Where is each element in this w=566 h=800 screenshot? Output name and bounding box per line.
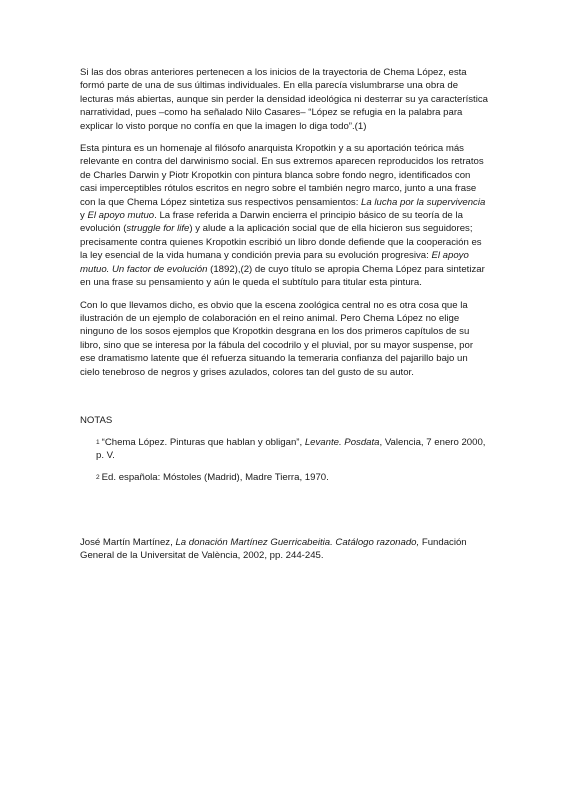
body-text: [80, 66, 490, 388]
italic-title: La lucha por la supervivencia: [361, 196, 486, 208]
note-item-2: [96, 471, 496, 484]
note-number: 2: [96, 474, 100, 481]
paragraph-2-text: . La frase referida a Darwin encierra el principio básico de su teoría de la evolución (: [80, 210, 463, 235]
italic-phrase: struggle for life: [126, 223, 190, 235]
note-text: Ed. española: Móstoles (Madrid), Madre Tierra, 1970.: [101, 472, 329, 483]
italic-title: El apoyo mutuo: [87, 210, 155, 222]
source-citation: [80, 536, 490, 563]
paragraph-1: Si las dos obras anteriores pertenecen a los inicios de la trayectoria de Chema López, esta formó parte de una de sus últimas individuales. En ella parecía vislumbrarse una obra de lecturas más abiertas, aunque sin perder la densidad ideológica ni desterrar su ya característica narratividad, pues –como ha señalado Nilo Casares– “López se refugia en la palabra para explicar lo visto porque no confía en que la imagen lo diga todo”.(1): [80, 67, 488, 132]
paragraph-2-text: Esta pintura es un homenaje al filósofo anarquista Kropotkin y a su aportación teórica más relevante en contra del darwinismo social. En sus extremos aparecen reproducidos los retratos de Charles Darwin y Piotr Kropotkin con pintura blanca sobre fondo negro, identificados con casi imperceptibles rótulos escritos en negro sobre el también negro marco, junto a una frase con la que Chema López sintetiza sus respectivos pensamientos:: [80, 143, 484, 208]
citation-publisher: Fundación General de la Universitat de València, 2002, pp. 244-245.: [80, 537, 467, 562]
note-italic: Levante. Posdata: [304, 437, 380, 448]
citation-title: La donación Martínez Guerricabeitia. Catálogo razonado,: [175, 537, 420, 548]
note-text: “Chema López. Pinturas que hablan y obligan”,: [101, 437, 305, 448]
notes-heading: NOTAS: [80, 415, 113, 426]
note-text: , Valencia, 7 enero 2000, p. V.: [96, 437, 486, 462]
paragraph-3: Con lo que llevamos dicho, es obvio que la escena zoológica central no es otra cosa que la ilustración de un ejemplo de colaboración en el reino animal. Pero Chema López no elige ninguno de los sosos ejemplos que Kropotkin desgrana en los dos primeros capítulos de su libro, sino que se interesa por la fábula del cocodrilo y el pluvial, por su mayor suspense, por ese dramatismo latente que él refuerza situando la temeraria confianza del pajarillo bajo un cielo tenebroso de negros y grises azulados, colores tan del gusto de su autor.: [80, 299, 474, 378]
italic-title: El apoyo mutuo. Un factor de evolución: [80, 250, 469, 275]
paragraph-2-text: ) y alude a la aplicación social que de ella hicieron sus seguidores; precisamente contra quienes Kropotkin escribió un libro donde defiende que la cooperación es la ley esencial de la vida humana y condición previa para su evolución progresiva:: [80, 223, 482, 262]
note-number: 1: [96, 439, 100, 446]
paragraph-2: [80, 142, 490, 289]
note-item-1: [96, 436, 496, 463]
paragraph-2-text: y: [80, 210, 88, 222]
paragraph-2-text: (1892),(2) de cuyo título se apropia Chema López para sintetizar en una frase su pensamiento y aún le queda el subtítulo para titular esta pintura.: [80, 263, 485, 289]
citation-author: José Martín Martínez,: [80, 537, 176, 548]
